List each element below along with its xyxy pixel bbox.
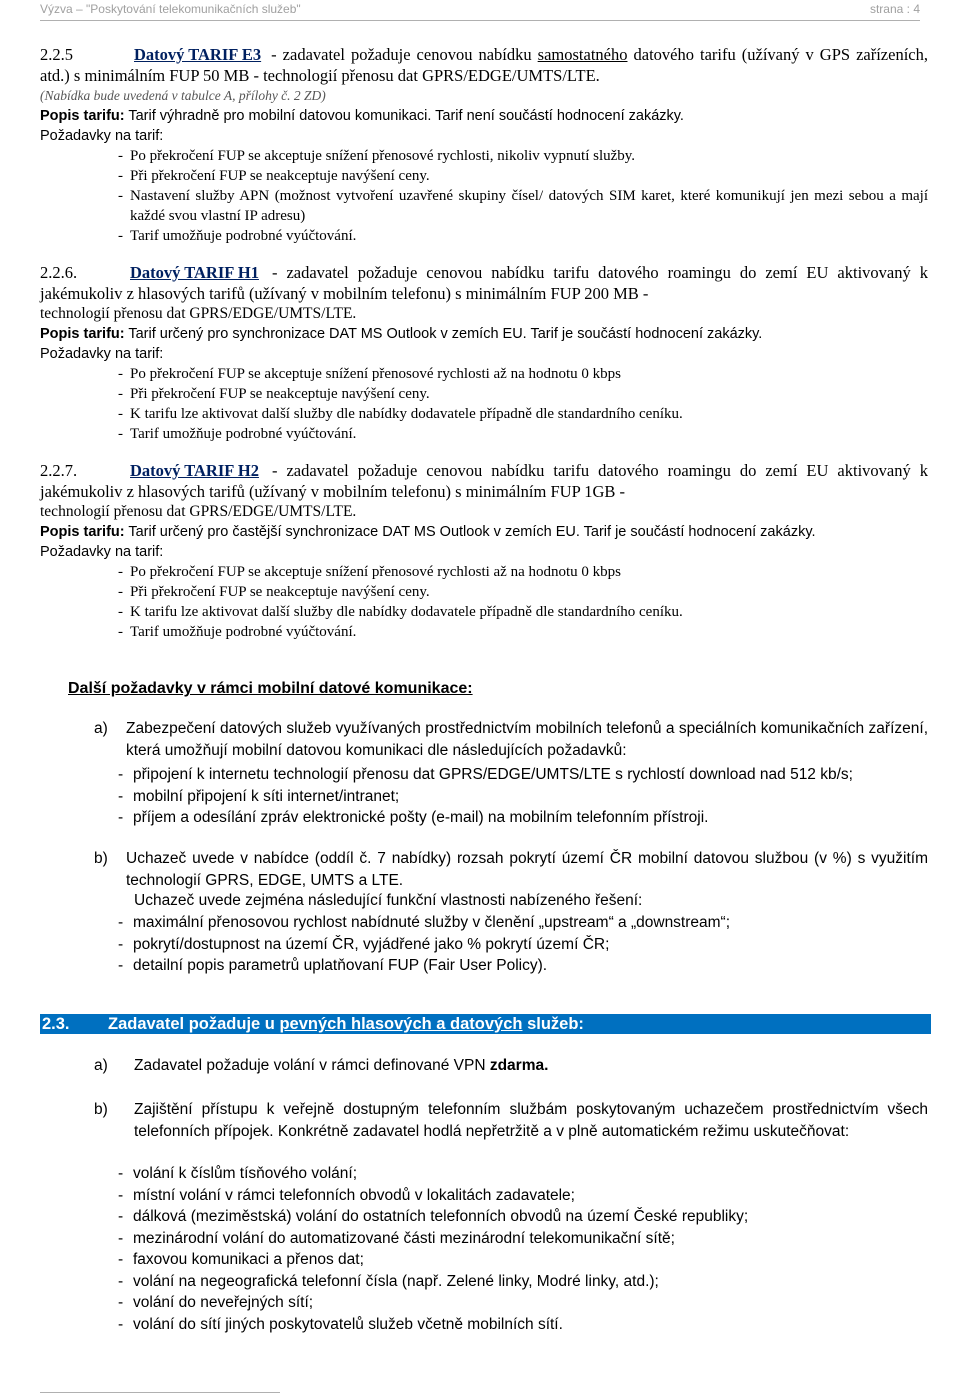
section-title: Datový TARIF H2	[130, 461, 259, 480]
section-2-2-7: 2.2.7. Datový TARIF H2 - zadavatel požaduje cenovou nabídku tarifu datového roamingu do zemí EU aktivovaný k jakémukoliv z hlasových tarifů (užívaný v mobilním telefonu) s minimálním FUP 1GB - technologií přenosu dat GPRS/EDGE/UMTS/LTE. Popis tarifu: Tarif určený pro častější synchronizace DAT MS Outlook v zemích EU. Tarif je součástí hodnocení zakázky. Požadavky na tarif: - Po překročení FUP se akceptuje snížení přenosové rychlosti až na hodnotu 0 kbps - Při překročení FUP se neakceptuje navýšení ceny. - K tarifu lze aktivovat další služby dle nabídky dodavatele případně dle standardního ceníku. - Tarif umožňuje podrobné vyúčtování.	[40, 460, 928, 642]
popis-tarifu: Popis tarifu: Tarif určený pro synchronizace DAT MS Outlook v zemích EU. Tarif je součástí hodnocení zakázky.	[40, 326, 763, 342]
pozadavky-label: Požadavky na tarif:	[40, 128, 164, 144]
list-item: - Nastavení služby APN (možnost vytvoření uzavřené skupiny čísel/ datových SIM karet, které komunikují jen mezi sebou a mají každé svou vlastní IP adresu)	[118, 186, 928, 226]
list-item: - Při překročení FUP se neakceptuje navýšení ceny.	[118, 166, 928, 186]
footer-divider	[40, 1392, 280, 1393]
section-2-2-7-intro: 2.2.7. Datový TARIF H2 - zadavatel požaduje cenovou nabídku tarifu datového roamingu do zemí EU aktivovaný k jakémukoliv z hlasových tarifů (užívaný v mobilním telefonu) s minimálním FUP 1GB -	[40, 461, 928, 501]
list-item: - K tarifu lze aktivovat další služby dle nabídky dodavatele případně dle standardního ceníku.	[118, 404, 928, 424]
section-2-3-heading: 2.3. Zadavatel požaduje u pevných hlasových a datových služeb:	[40, 1014, 931, 1034]
section-title: Datový TARIF H1	[130, 263, 259, 282]
list-item: - detailní popis parametrů uplatňovaní FUP (Fair User Policy).	[118, 955, 928, 977]
section-2-2-6: 2.2.6. Datový TARIF H1 - zadavatel požaduje cenovou nabídku tarifu datového roamingu do zemí EU aktivovaný k jakémukoliv z hlasových tarifů (užívaný v mobilním telefonu) s minimálním FUP 200 MB - technologií přenosu dat GPRS/EDGE/UMTS/LTE. Popis tarifu: Tarif určený pro synchronizace DAT MS Outlook v zemích EU. Tarif je součástí hodnocení zakázky. Požadavky na tarif: - Po překročení FUP se akceptuje snížení přenosové rychlosti až na hodnotu 0 kbps - Při překročení FUP se neakceptuje navýšení ceny. - K tarifu lze aktivovat další služby dle nabídky dodavatele případně dle standardního ceníku. - Tarif umožňuje podrobné vyúčtování.	[40, 262, 928, 444]
section-number: 2.3.	[42, 1015, 70, 1033]
section-number: 2.2.5	[40, 45, 73, 64]
section-title: Datový TARIF E3	[134, 45, 262, 64]
list-item: - volání do neveřejných sítí;	[118, 1292, 928, 1314]
list-item: - Tarif umožňuje podrobné vyúčtování.	[118, 424, 928, 444]
list-item: - Při překročení FUP se neakceptuje navýšení ceny.	[118, 582, 928, 602]
s23-item-b: b) Zajištění přístupu k veřejně dostupným telefonním službám poskytovaným uchazečem prostřednictvím všech telefonních přípojek. Konkrétně zadavatel hodlá nepřetržitě a v plně automatickém režimu uskutečňovat: - volání k číslům tísňového volání; - místní volání v rámci telefonních obvodů v lokalitách zadavatele; - dálková (meziměstská) volání do ostatních telefonních obvodů na území České republiky; - mezinárodní volání do automatizované části mezinárodní telekomunikační sítě; - faxovou komunikaci a přenos dat; - volání na negeografická telefonní čísla (např. Zelené linky, Modré linky, atd.); - volání do neveřejných sítí; - volání do sítí jiných poskytovatelů služeb včetně mobilních sítí.	[40, 1099, 928, 1339]
list-item: - volání do sítí jiných poskytovatelů služeb včetně mobilních sítí.	[118, 1314, 928, 1336]
dalsi-a-list	[118, 764, 928, 829]
list-item: - místní volání v rámci telefonních obvodů v lokalitách zadavatele;	[118, 1185, 928, 1207]
list-item: - Po překročení FUP se akceptuje snížení přenosové rychlosti, nikoliv vypnutí služby.	[118, 146, 928, 166]
list-item: - připojení k internetu technologií přenosu dat GPRS/EDGE/UMTS/LTE s rychlostí download nad 512 kb/s;	[118, 764, 928, 786]
list-item: - Po překročení FUP se akceptuje snížení přenosové rychlosti až na hodnotu 0 kbps	[118, 562, 928, 582]
section-2-2-5-intro: 2.2.5 Datový TARIF E3 - zadavatel požaduje cenovou nabídku samostatného datového tarifu (užívaný v GPS zařízeních, atd.) s minimálním FUP 50 MB - technologií přenosu dat GPRS/EDGE/UMTS/LTE.	[40, 45, 928, 85]
list-item: - pokrytí/dostupnost na území ČR, vyjádřené jako % pokrytí území ČR;	[118, 934, 928, 956]
section-2-2-5	[40, 44, 928, 246]
section-number: 2.2.7.	[40, 461, 78, 480]
header-title: Výzva – "Poskytování telekomunikačních služeb"	[40, 2, 301, 16]
dalsi-b-list	[118, 912, 928, 977]
requirements-list	[40, 364, 928, 444]
list-item: - dálková (meziměstská) volání do ostatních telefonních obvodů na území České republiky;	[118, 1206, 928, 1228]
requirements-list	[40, 146, 928, 246]
page-header	[40, 0, 920, 20]
list-item: - volání na negeografická telefonní čísla (např. Zelené linky, Modré linky, atd.);	[118, 1271, 928, 1293]
section-2-2-6-intro: 2.2.6. Datový TARIF H1 - zadavatel požaduje cenovou nabídku tarifu datového roamingu do zemí EU aktivovaný k jakémukoliv z hlasových tarifů (užívaný v mobilním telefonu) s minimálním FUP 200 MB -	[40, 263, 928, 303]
pozadavky-label: Požadavky na tarif:	[40, 346, 164, 362]
list-item: - Při překročení FUP se neakceptuje navýšení ceny.	[118, 384, 928, 404]
list-item: - volání k číslům tísňového volání;	[118, 1163, 928, 1185]
s23-b-list	[118, 1163, 928, 1335]
list-item: - Tarif umožňuje podrobné vyúčtování.	[118, 622, 928, 642]
list-item: - K tarifu lze aktivovat další služby dle nabídky dodavatele případně dle standardního ceníku.	[118, 602, 928, 622]
dalsi-item-a: a) Zabezpečení datových služeb využívaných prostřednictvím mobilních telefonů a speciálních komunikačních zařízení, která umožňují mobilní datovou komunikaci dle následujících požadavků: - připojení k internetu technologií přenosu dat GPRS/EDGE/UMTS/LTE s rychlostí download nad 512 kb/s; - mobilní připojení k síti internet/intranet; - příjem a odesílání zpráv elektronické pošty (e-mail) na mobilním telefonním přístroji.	[40, 718, 928, 828]
list-item: - mobilní připojení k síti internet/intranet;	[118, 786, 928, 808]
header-divider	[40, 20, 920, 21]
list-item: - mezinárodní volání do automatizované části mezinárodní telekomunikační sítě;	[118, 1228, 928, 1250]
list-item: - Tarif umožňuje podrobné vyúčtování.	[118, 226, 928, 246]
list-item: - Po překročení FUP se akceptuje snížení přenosové rychlosti až na hodnotu 0 kbps	[118, 364, 928, 384]
section-note: (Nabídka bude uvedená v tabulce A, přílohy č. 2 ZD)	[40, 88, 326, 103]
dalsi-heading: Další požadavky v rámci mobilní datové komunikace:	[68, 680, 473, 697]
header-page-number: strana : 4	[869, 2, 920, 16]
pozadavky-label: Požadavky na tarif:	[40, 544, 164, 560]
section-number: 2.2.6.	[40, 263, 78, 282]
popis-tarifu: Popis tarifu: Tarif výhradně pro mobilní datovou komunikaci. Tarif není součástí hodnocení zakázky.	[40, 108, 684, 124]
list-item: - maximální přenosovou rychlost nabídnuté služby v členění „upstream“ a „downstream“;	[118, 912, 928, 934]
s23-item-a: a) Zadavatel požaduje volání v rámci definované VPN zdarma.	[94, 1057, 549, 1074]
list-item: - faxovou komunikaci a přenos dat;	[118, 1249, 928, 1271]
popis-tarifu: Popis tarifu: Tarif určený pro častější synchronizace DAT MS Outlook v zemích EU. Tarif je součástí hodnocení zakázky.	[40, 524, 816, 540]
dalsi-item-b: b) Uchazeč uvede v nabídce (oddíl č. 7 nabídky) rozsah pokrytí území ČR mobilní datovou službou (v %) s využitím technologií GPRS, EDGE, UMTS a LTE. Uchazeč uvede zejména následující funkční vlastnosti nabízeného řešení: - maximální přenosovou rychlost nabídnuté služby v členění „upstream“ a „downstream“; - pokrytí/dostupnost na území ČR, vyjádřené jako % pokrytí území ČR; - detailní popis parametrů uplatňovaní FUP (Fair User Policy).	[40, 848, 928, 978]
dalsi-pozadavky	[40, 678, 928, 700]
requirements-list	[40, 562, 928, 642]
list-item: - příjem a odesílání zpráv elektronické pošty (e-mail) na mobilním telefonním přístroji.	[118, 807, 928, 829]
